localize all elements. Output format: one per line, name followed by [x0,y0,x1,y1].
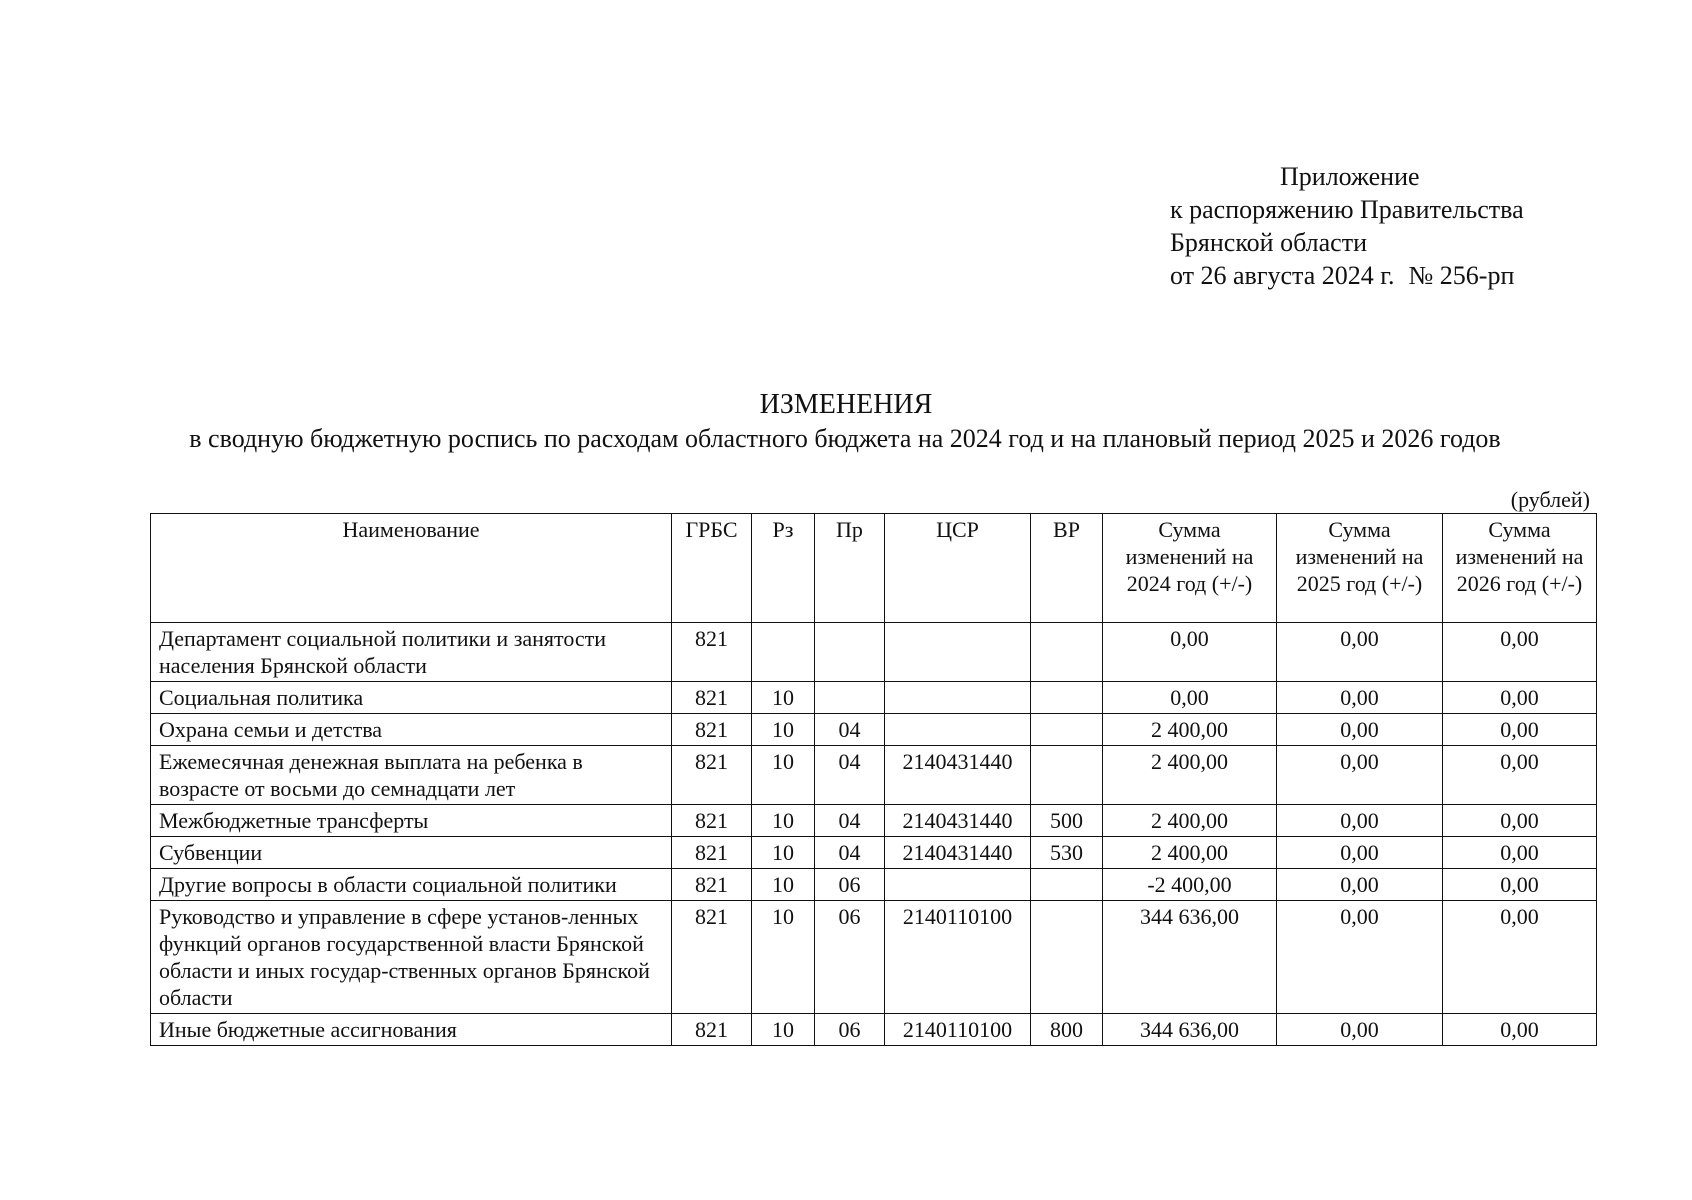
header-grbs: ГРБС [672,514,752,623]
header-sum-2025: Сумма изменений на 2025 год (+/-) [1277,514,1443,623]
row-grbs: 821 [672,1014,752,1046]
appendix-line-1: к распоряжению Правительства [1170,195,1524,224]
row-name: Департамент социальной политики и занятости населения Брянской области [151,623,672,682]
row-pr: 04 [815,805,885,837]
row-vr [1031,901,1103,1014]
row-sum-2026: 0,00 [1443,869,1597,901]
row-sum-2026: 0,00 [1443,623,1597,682]
row-name: Субвенции [151,837,672,869]
row-csr: 2140431440 [885,837,1031,869]
row-pr [815,623,885,682]
row-pr: 06 [815,901,885,1014]
row-name: Охрана семьи и детства [151,714,672,746]
row-grbs: 821 [672,623,752,682]
row-sum-2024: -2 400,00 [1103,869,1277,901]
table-row [151,805,1597,837]
row-rz: 10 [752,746,815,805]
row-rz [752,623,815,682]
table-row [151,1014,1597,1046]
header-name: Наименование [151,514,672,623]
row-grbs: 821 [672,805,752,837]
row-csr [885,623,1031,682]
table-header-row [151,514,1597,623]
row-vr [1031,623,1103,682]
appendix-number: № 256-рп [1408,261,1515,290]
row-rz: 10 [752,901,815,1014]
row-sum-2026: 0,00 [1443,1014,1597,1046]
units-label: (рублей) [1510,487,1590,512]
row-vr: 530 [1031,837,1103,869]
row-sum-2026: 0,00 [1443,746,1597,805]
row-sum-2025: 0,00 [1277,623,1443,682]
row-rz: 10 [752,837,815,869]
row-sum-2024: 2 400,00 [1103,746,1277,805]
row-rz: 10 [752,869,815,901]
row-rz: 10 [752,682,815,714]
appendix-block [1170,160,1630,292]
row-csr [885,869,1031,901]
row-csr: 2140110100 [885,901,1031,1014]
row-csr: 2140431440 [885,805,1031,837]
row-sum-2025: 0,00 [1277,714,1443,746]
row-csr: 2140110100 [885,1014,1031,1046]
row-rz: 10 [752,714,815,746]
row-grbs: 821 [672,837,752,869]
row-grbs: 821 [672,682,752,714]
row-csr [885,714,1031,746]
row-sum-2025: 0,00 [1277,869,1443,901]
row-pr: 06 [815,869,885,901]
row-sum-2024: 2 400,00 [1103,714,1277,746]
row-grbs: 821 [672,746,752,805]
row-grbs: 821 [672,714,752,746]
row-pr [815,682,885,714]
row-name: Иные бюджетные ассигнования [151,1014,672,1046]
budget-changes-table [150,513,1597,1046]
header-sum-2024: Сумма изменений на 2024 год (+/-) [1103,514,1277,623]
row-rz: 10 [752,1014,815,1046]
row-pr: 06 [815,1014,885,1046]
row-sum-2025: 0,00 [1277,682,1443,714]
row-vr: 500 [1031,805,1103,837]
row-sum-2024: 344 636,00 [1103,901,1277,1014]
table-row [151,682,1597,714]
table-body [151,623,1597,1046]
row-sum-2024: 2 400,00 [1103,805,1277,837]
row-sum-2026: 0,00 [1443,714,1597,746]
document-subtitle: в сводную бюджетную роспись по расходам областного бюджета на 2024 год и на плановый период 2025 и 2026 годов [189,424,1501,453]
row-pr: 04 [815,837,885,869]
row-sum-2025: 0,00 [1277,901,1443,1014]
row-sum-2024: 2 400,00 [1103,837,1277,869]
row-name: Другие вопросы в области социальной политики [151,869,672,901]
appendix-date: от 26 августа 2024 г. [1170,261,1395,290]
row-sum-2024: 344 636,00 [1103,1014,1277,1046]
row-name: Руководство и управление в сфере установ-ленных функций органов государственной власти Брянской области и иных государ-ственных органов Брянской области [151,901,672,1014]
row-sum-2025: 0,00 [1277,746,1443,805]
row-pr: 04 [815,746,885,805]
row-grbs: 821 [672,901,752,1014]
row-sum-2025: 0,00 [1277,837,1443,869]
table-row [151,837,1597,869]
row-pr: 04 [815,714,885,746]
appendix-line-2: Брянской области [1170,228,1367,257]
row-sum-2025: 0,00 [1277,1014,1443,1046]
document-title: ИЗМЕНЕНИЯ [759,389,933,420]
row-vr [1031,746,1103,805]
row-name: Социальная политика [151,682,672,714]
table-row [151,746,1597,805]
table-row [151,714,1597,746]
row-sum-2026: 0,00 [1443,901,1597,1014]
header-rz: Рз [752,514,815,623]
header-vr: ВР [1031,514,1103,623]
appendix-title: Приложение [1280,162,1420,191]
table-row [151,901,1597,1014]
row-vr [1031,714,1103,746]
table-row [151,623,1597,682]
table-header [151,514,1597,623]
row-sum-2026: 0,00 [1443,682,1597,714]
row-csr [885,682,1031,714]
header-sum-2026: Сумма изменений на 2026 год (+/-) [1443,514,1597,623]
row-vr: 800 [1031,1014,1103,1046]
row-sum-2026: 0,00 [1443,805,1597,837]
header-csr: ЦСР [885,514,1031,623]
appendix-date-line [1170,259,1630,292]
row-sum-2025: 0,00 [1277,805,1443,837]
header-pr: Пр [815,514,885,623]
table-row [151,869,1597,901]
row-name: Межбюджетные трансферты [151,805,672,837]
row-vr [1031,682,1103,714]
row-rz: 10 [752,805,815,837]
row-sum-2026: 0,00 [1443,837,1597,869]
row-vr [1031,869,1103,901]
row-grbs: 821 [672,869,752,901]
row-csr: 2140431440 [885,746,1031,805]
row-sum-2024: 0,00 [1103,682,1277,714]
row-name: Ежемесячная денежная выплата на ребенка в возрасте от восьми до семнадцати лет [151,746,672,805]
row-sum-2024: 0,00 [1103,623,1277,682]
